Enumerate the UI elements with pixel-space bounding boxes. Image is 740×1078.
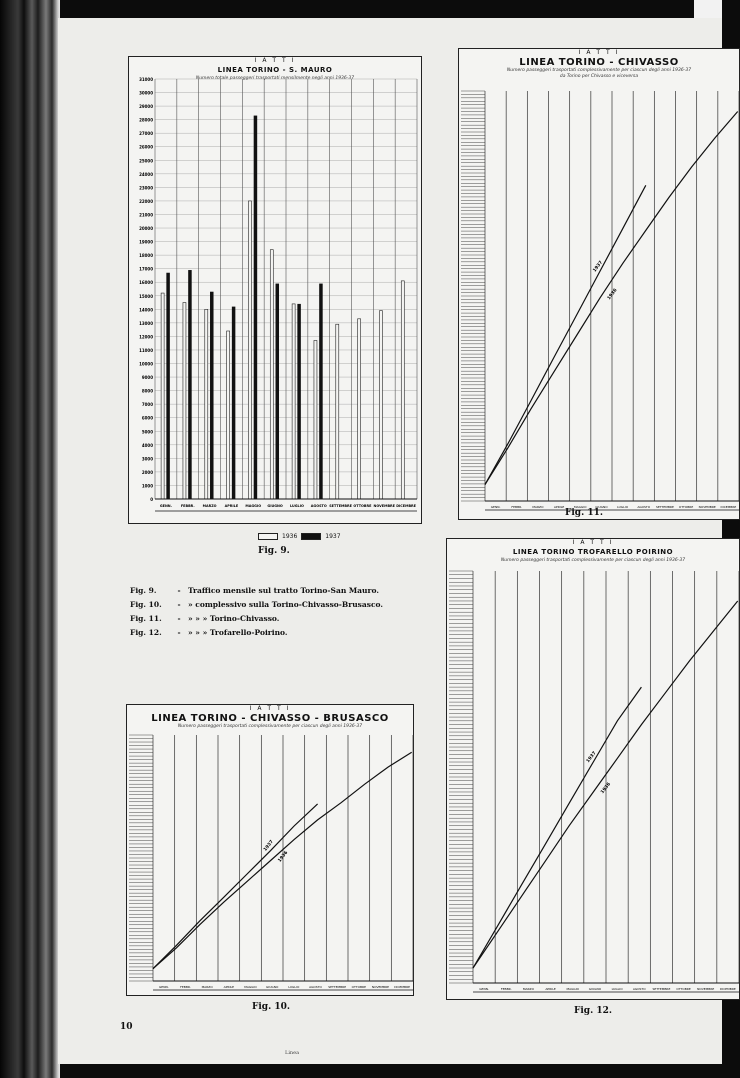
- fig12-label: Fig. 12.: [574, 1006, 613, 1016]
- fig10-subtitle: Numero passeggeri trasportati complessivamente per ciascun degli anni 1936-37: [177, 724, 363, 729]
- fig9-bar-1937: [232, 307, 236, 499]
- fig9-bar-1937: [297, 304, 301, 499]
- fig9-ytick-label: 30000: [139, 90, 153, 96]
- fig9-ytick-label: 13000: [139, 320, 153, 326]
- fig10-month-label: GIUGNO: [265, 985, 279, 989]
- fig9-ytick-label: 20000: [139, 226, 153, 232]
- fig9-ytick-label: 5000: [141, 429, 153, 435]
- fig9-bar-1936: [161, 293, 164, 499]
- fig12-month-label: GIUGNO: [588, 987, 602, 991]
- fig10-month-label: FEBBR.: [180, 985, 191, 989]
- fig11-label: Fig. 11.: [565, 508, 604, 518]
- caption-row: [130, 598, 383, 612]
- caption-fig: Fig. 11.: [130, 614, 162, 623]
- fig9-brand: I A T T I: [254, 57, 296, 64]
- fig10-brand: I A T T I: [249, 705, 291, 712]
- fig11-title: LINEA TORINO - CHIVASSO: [519, 57, 679, 68]
- fig12-month-label: FEBBR.: [500, 987, 512, 991]
- fig10-month-label: SETTEMBRE: [328, 985, 347, 989]
- fig9-ytick-label: 6000: [141, 415, 153, 421]
- fig9-bar-1936: [358, 319, 361, 499]
- fig12-series-label: 1936: [600, 782, 612, 795]
- fig12-line-1937: [473, 687, 641, 968]
- fig9-ytick-label: 15000: [139, 293, 153, 299]
- fig12-month-label: DICEMBRE: [720, 987, 736, 991]
- fig10-label: Fig. 10.: [252, 1002, 291, 1012]
- fig12-month-label: GENN.: [479, 987, 489, 991]
- fig10-month-label: GENN.: [158, 985, 169, 989]
- fig11-series-label: 1937: [592, 260, 605, 274]
- fig9-bar-1936: [292, 304, 295, 499]
- fig12-month-label: OTTOBRE: [676, 987, 691, 991]
- fig11-month-label: AGOSTO: [637, 505, 651, 509]
- legend-swatch-1937: [301, 533, 321, 540]
- fig11-line-1937: [485, 185, 646, 484]
- caption-row: [130, 584, 383, 598]
- fig9-bar-1937: [276, 284, 280, 499]
- fig12-svg: [447, 569, 739, 999]
- fig9-svg: [129, 79, 421, 523]
- fig11-month-label: NOVEMBRE: [698, 505, 716, 509]
- fig9-title: LINEA TORINO - S. MAURO: [217, 66, 333, 74]
- fig9-ytick-label: 16000: [139, 280, 153, 286]
- fig10-month-label: LUGLIO: [288, 985, 300, 989]
- fig9-bar-1936: [227, 331, 230, 499]
- fig9-bar-1936: [248, 201, 251, 499]
- fig9-ytick-label: 29000: [139, 104, 153, 110]
- fig9-ytick-label: 28000: [139, 117, 153, 123]
- fig10-series-label: 1937: [263, 839, 275, 853]
- fig9-month-label: APRILE: [224, 504, 239, 508]
- fig9-ytick-label: 4000: [141, 442, 153, 448]
- fig9-bar-1936: [183, 303, 186, 499]
- fig9-ytick-label: 7000: [141, 402, 153, 408]
- fig9-ytick-label: 26000: [139, 144, 153, 150]
- fig9-ytick-label: 31000: [139, 77, 153, 82]
- fig9-month-label: DICEMBRE: [396, 504, 416, 508]
- fig9-month-label: GENN.: [159, 504, 172, 508]
- fig11-subtitle2: da Torino per Chivasso e viceversa: [559, 74, 639, 79]
- fig9-bar-1937: [254, 116, 258, 499]
- fig9-ytick-label: 22000: [139, 198, 153, 204]
- fig10-month-label: OTTOBRE: [351, 985, 367, 989]
- fig12-month-label: MARZO: [522, 987, 534, 991]
- fig9-label: Fig. 9.: [258, 546, 290, 556]
- caption-fig: Fig. 10.: [130, 600, 162, 609]
- caption-text: Traffico mensile sul tratto Torino-San Mauro.: [188, 586, 379, 595]
- caption-sep: -: [177, 614, 181, 623]
- fig12-month-label: AGOSTO: [632, 987, 646, 991]
- fig10-svg: [127, 733, 413, 995]
- library-stamp: Linea: [285, 1050, 300, 1056]
- fig10-header: [127, 705, 413, 730]
- fig9-ytick-label: 19000: [139, 239, 153, 245]
- fig9-ytick-label: 21000: [139, 212, 153, 218]
- fig9-ytick-label: 23000: [139, 185, 153, 191]
- caption-row: [130, 612, 383, 626]
- figure-captions: [130, 584, 383, 640]
- fig9-ytick-label: 24000: [139, 171, 153, 177]
- legend-swatch-1936: [258, 533, 278, 540]
- fig9-ytick-label: 17000: [139, 266, 153, 272]
- book-spine: [0, 0, 60, 1078]
- fig10-line-1937: [153, 804, 318, 969]
- fig11-month-label: SETTEMBRE: [655, 505, 674, 509]
- fig9-ytick-label: 27000: [139, 131, 153, 137]
- fig10-series-label: 1936: [277, 850, 290, 864]
- fig10-month-label: DICEMBRE: [394, 985, 411, 989]
- fig11-subtitle: Numero passeggeri trasportati complessivamente per ciascun degli anni 1936-37: [506, 68, 692, 73]
- fig9-bar-1936: [205, 309, 208, 499]
- fig11-month-label: MAGGIO: [574, 505, 587, 509]
- fig11-svg: [459, 89, 739, 519]
- fig9-bar-1937: [188, 270, 192, 499]
- fig9-chart: [128, 56, 422, 524]
- caption-text: » complessivo sulla Torino-Chivasso-Brusasco.: [188, 600, 384, 609]
- fig9-ytick-label: 18000: [139, 253, 153, 259]
- fig11-month-label: LUGLIO: [617, 505, 629, 509]
- fig9-month-label: LUGLIO: [289, 504, 304, 508]
- fig10-title: LINEA TORINO - CHIVASSO - BRUSASCO: [151, 713, 389, 724]
- fig12-month-label: LUGLIO: [611, 987, 623, 991]
- caption-text: » » » Torino-Chivasso.: [188, 614, 280, 623]
- legend-label-1936: 1936: [282, 533, 298, 540]
- fig11-month-label: FEBBR.: [511, 505, 523, 509]
- fig9-plot: [129, 79, 421, 523]
- fig9-month-label: OTTOBRE: [353, 504, 372, 508]
- fig10-plot: [127, 733, 413, 995]
- fig9-ytick-label: 3000: [141, 456, 153, 462]
- caption-sep: -: [177, 600, 181, 609]
- fig11-header: [459, 49, 739, 80]
- fig10-chart: [126, 704, 414, 996]
- fig12-month-label: SETTEMBRE: [652, 987, 671, 991]
- fig9-bar-1936: [336, 324, 339, 499]
- fig11-series-label: 1936: [606, 288, 619, 302]
- fig10-month-label: MAGGIO: [244, 985, 257, 989]
- fig9-ytick-label: 9000: [141, 375, 153, 381]
- fig9-ytick-label: 14000: [139, 307, 153, 313]
- fig9-month-label: NOVEMBRE: [373, 504, 395, 508]
- fig10-month-label: AGOSTO: [309, 985, 322, 989]
- fig12-chart: [446, 538, 740, 1000]
- fig9-ytick-label: 0: [150, 497, 153, 502]
- caption-sep: -: [177, 586, 181, 595]
- page-number: 10: [120, 1022, 133, 1032]
- caption-fig: Fig. 9.: [130, 586, 157, 595]
- fig9-bar-1936: [401, 281, 404, 499]
- fig11-month-label: GIUGNO: [595, 505, 608, 509]
- fig12-month-label: NOVEMBRE: [697, 987, 715, 991]
- caption-fig: Fig. 12.: [130, 628, 162, 637]
- fig11-plot: [459, 89, 739, 519]
- book-page: [58, 18, 737, 1064]
- fig10-month-label: MARZO: [201, 985, 213, 989]
- fig9-ytick-label: 25000: [139, 158, 153, 164]
- fig9-ytick-label: 12000: [139, 334, 153, 340]
- fig11-month-label: MARZO: [532, 505, 544, 509]
- fig12-brand: I A T T I: [572, 539, 614, 546]
- fig9-bar-1937: [319, 284, 323, 499]
- fig9-bar-1937: [166, 273, 170, 499]
- fig9-bar-1936: [314, 340, 317, 499]
- fig12-plot: [447, 569, 739, 999]
- fig11-month-label: APRILE: [553, 505, 565, 509]
- fig12-series-label: 1937: [585, 750, 598, 764]
- caption-row: [130, 626, 383, 640]
- fig10-month-label: APRILE: [223, 985, 235, 989]
- fig12-subtitle: Numero passeggeri trasportati complessivamente per ciascun degli anni 1936-37: [500, 558, 686, 563]
- fig10-month-label: NOVEMBRE: [371, 985, 390, 989]
- caption-text: » » » Trofarello-Poirino.: [188, 628, 288, 637]
- caption-sep: -: [177, 628, 181, 637]
- fig9-month-label: MAGGIO: [245, 504, 262, 508]
- legend-label-1937: 1937: [325, 533, 341, 540]
- fig12-title: LINEA TORINO TROFARELLO POIRINO: [512, 548, 674, 556]
- fig11-month-label: GENN.: [490, 505, 501, 509]
- fig9-ytick-label: 11000: [139, 347, 153, 353]
- fig11-brand: I A T T I: [578, 49, 620, 56]
- fig11-chart: [458, 48, 740, 520]
- fig9-bar-1937: [210, 292, 214, 499]
- adjacent-page-strip: [694, 0, 722, 18]
- fig9-month-label: AGOSTO: [310, 504, 327, 508]
- fig9-month-label: SETTEMBRE: [329, 504, 352, 508]
- fig9-bar-1936: [270, 250, 273, 499]
- fig12-month-label: MAGGIO: [566, 987, 579, 991]
- fig12-header: [447, 539, 739, 564]
- fig12-month-label: APRILE: [545, 987, 556, 991]
- fig9-ytick-label: 1000: [141, 483, 153, 489]
- fig9-bar-1936: [379, 311, 382, 499]
- fig9-month-label: FEBBR.: [180, 504, 195, 508]
- fig9-ytick-label: 10000: [139, 361, 153, 367]
- fig11-month-label: OTTOBRE: [678, 505, 694, 509]
- fig9-month-label: GIUGNO: [267, 504, 283, 508]
- fig9-month-label: MARZO: [202, 504, 217, 508]
- fig9-ytick-label: 2000: [141, 469, 153, 475]
- fig11-month-label: DICEMBRE: [720, 505, 737, 509]
- fig9-legend: [258, 533, 341, 540]
- fig9-ytick-label: 8000: [141, 388, 153, 394]
- fig9-subtitle: Numero totale passeggeri trasportati mensilmente negli anni 1936-37: [195, 76, 355, 81]
